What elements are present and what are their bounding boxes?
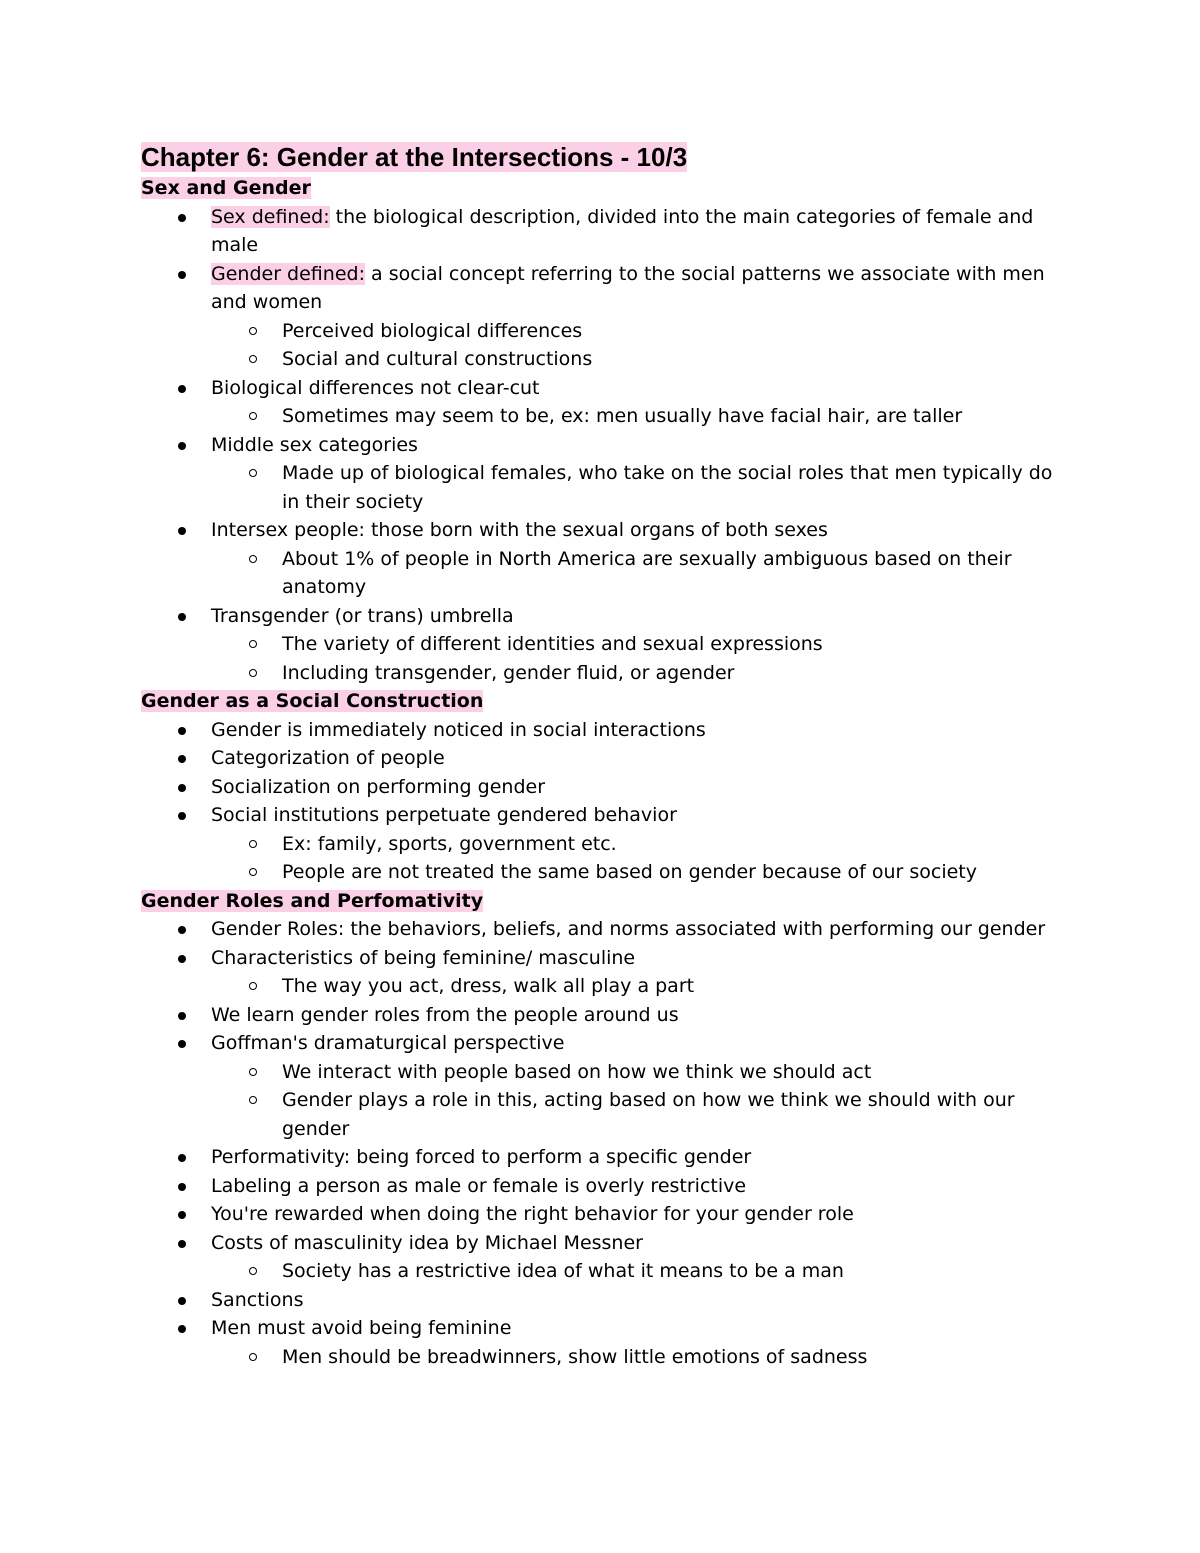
- sub-bullet-list: [141, 402, 1061, 431]
- list-item-text: Costs of masculinity idea by Michael Messner: [211, 1231, 643, 1254]
- term-highlight: Sex defined:: [211, 205, 330, 228]
- section-heading: [141, 687, 1061, 716]
- sections-container: [141, 174, 1061, 1371]
- sub-bullet-list: [141, 830, 1061, 887]
- list-item-text: Social institutions perpetuate gendered behavior: [211, 804, 677, 826]
- list-item-text: Socialization on performing gender: [211, 775, 546, 798]
- sub-list-container: [141, 317, 1061, 374]
- sub-bullet-list: [141, 1343, 1061, 1372]
- list-item: [141, 516, 1061, 545]
- list-item: [141, 1143, 1061, 1172]
- list-item-text: the biological description, divided into the main categories of female and male: [211, 205, 1034, 256]
- list-item-text: a social concept referring to the social patterns we associate with men and women: [211, 262, 1045, 313]
- sub-list-item: The way you act, dress, walk all play a part: [141, 972, 1061, 1001]
- sub-bullet-list: [141, 545, 1061, 602]
- sub-list-item: Sometimes may seem to be, ex: men usually have facial hair, are taller: [141, 402, 1061, 431]
- sub-list-container: [141, 972, 1061, 1001]
- sub-list-item: Perceived biological differences: [141, 317, 1061, 346]
- list-item: [141, 773, 1061, 802]
- document-title: [141, 140, 1061, 174]
- list-item-text: Sanctions: [211, 1288, 304, 1311]
- section-heading: [141, 887, 1061, 916]
- sub-list-item: Men should be breadwinners, show little emotions of sadness: [141, 1343, 1061, 1372]
- sub-list-item: Ex: family, sports, government etc.: [141, 830, 1061, 859]
- list-item: [141, 915, 1061, 944]
- section-heading-text: Sex and Gender: [141, 177, 311, 199]
- sub-list-container: [141, 830, 1061, 887]
- list-item-text: Characteristics of being feminine/ masculine: [211, 946, 636, 969]
- section-heading-text: Gender Roles and Perfomativity: [141, 889, 484, 912]
- list-item-text: Middle sex categories: [211, 433, 418, 456]
- list-item: [141, 944, 1061, 973]
- list-item: [141, 744, 1061, 773]
- sub-bullet-list: [141, 1257, 1061, 1286]
- list-item-text: Performativity: being forced to perform a specific gender: [211, 1146, 752, 1168]
- sub-bullet-list: [141, 317, 1061, 374]
- sub-bullet-list: [141, 972, 1061, 1001]
- sub-list-container: [141, 402, 1061, 431]
- list-item-text: Biological differences not clear-cut: [211, 376, 540, 399]
- sub-list-container: [141, 545, 1061, 602]
- sub-list-container: [141, 630, 1061, 687]
- sub-list-item: Social and cultural constructions: [141, 345, 1061, 374]
- bullet-list: [141, 915, 1061, 1371]
- list-item: [141, 801, 1061, 830]
- list-item-text: Transgender (or trans) umbrella: [211, 604, 514, 627]
- list-item-text: Men must avoid being feminine: [211, 1317, 512, 1339]
- sub-list-container: [141, 1058, 1061, 1144]
- sub-list-item: People are not treated the same based on gender because of our society: [141, 858, 1061, 887]
- sub-bullet-list: [141, 630, 1061, 687]
- sub-list-item: Gender plays a role in this, acting based on how we think we should with our gender: [141, 1086, 1061, 1143]
- document-page: [141, 140, 1061, 1371]
- list-item-text: You're rewarded when doing the right behavior for your gender role: [211, 1203, 854, 1225]
- list-item-text: Goffman's dramaturgical perspective: [211, 1032, 565, 1054]
- sub-bullet-list: [141, 1058, 1061, 1144]
- list-item-text: Categorization of people: [211, 747, 445, 769]
- list-item: [141, 716, 1061, 745]
- sub-list-item: The variety of different identities and sexual expressions: [141, 630, 1061, 659]
- title-text: Chapter 6: Gender at the Intersections - 10/3: [141, 142, 688, 172]
- list-item: [141, 1229, 1061, 1258]
- list-item: [141, 1001, 1061, 1030]
- sub-list-item: About 1% of people in North America are sexually ambiguous based on their anatomy: [141, 545, 1061, 602]
- list-item: [141, 1029, 1061, 1058]
- list-item: [141, 374, 1061, 403]
- list-item: [141, 602, 1061, 631]
- sub-list-item: We interact with people based on how we think we should act: [141, 1058, 1061, 1087]
- list-item: [141, 1172, 1061, 1201]
- section-heading: [141, 174, 1061, 203]
- bullet-list: [141, 203, 1061, 688]
- sub-list-item: Including transgender, gender fluid, or agender: [141, 659, 1061, 688]
- sub-list-item: Made up of biological females, who take on the social roles that men typically do in their society: [141, 459, 1061, 516]
- section-heading-text: Gender as a Social Construction: [141, 690, 484, 712]
- bullet-list: [141, 716, 1061, 887]
- list-item: [141, 203, 1061, 260]
- list-item: [141, 431, 1061, 460]
- list-item-text: Intersex people: those born with the sexual organs of both sexes: [211, 519, 828, 541]
- sub-list-container: [141, 1257, 1061, 1286]
- list-item: [141, 260, 1061, 317]
- term-highlight: Gender defined:: [211, 262, 365, 285]
- sub-list-container: [141, 1343, 1061, 1372]
- list-item-text: Gender Roles: the behaviors, beliefs, and norms associated with performing our gender: [211, 918, 1046, 940]
- list-item-text: We learn gender roles from the people around us: [211, 1003, 679, 1026]
- sub-bullet-list: [141, 459, 1061, 516]
- sub-list-container: [141, 459, 1061, 516]
- list-item: [141, 1200, 1061, 1229]
- list-item: [141, 1314, 1061, 1343]
- list-item-text: Labeling a person as male or female is overly restrictive: [211, 1174, 747, 1197]
- list-item-text: Gender is immediately noticed in social interactions: [211, 718, 706, 741]
- sub-list-item: Society has a restrictive idea of what it means to be a man: [141, 1257, 1061, 1286]
- list-item: [141, 1286, 1061, 1315]
